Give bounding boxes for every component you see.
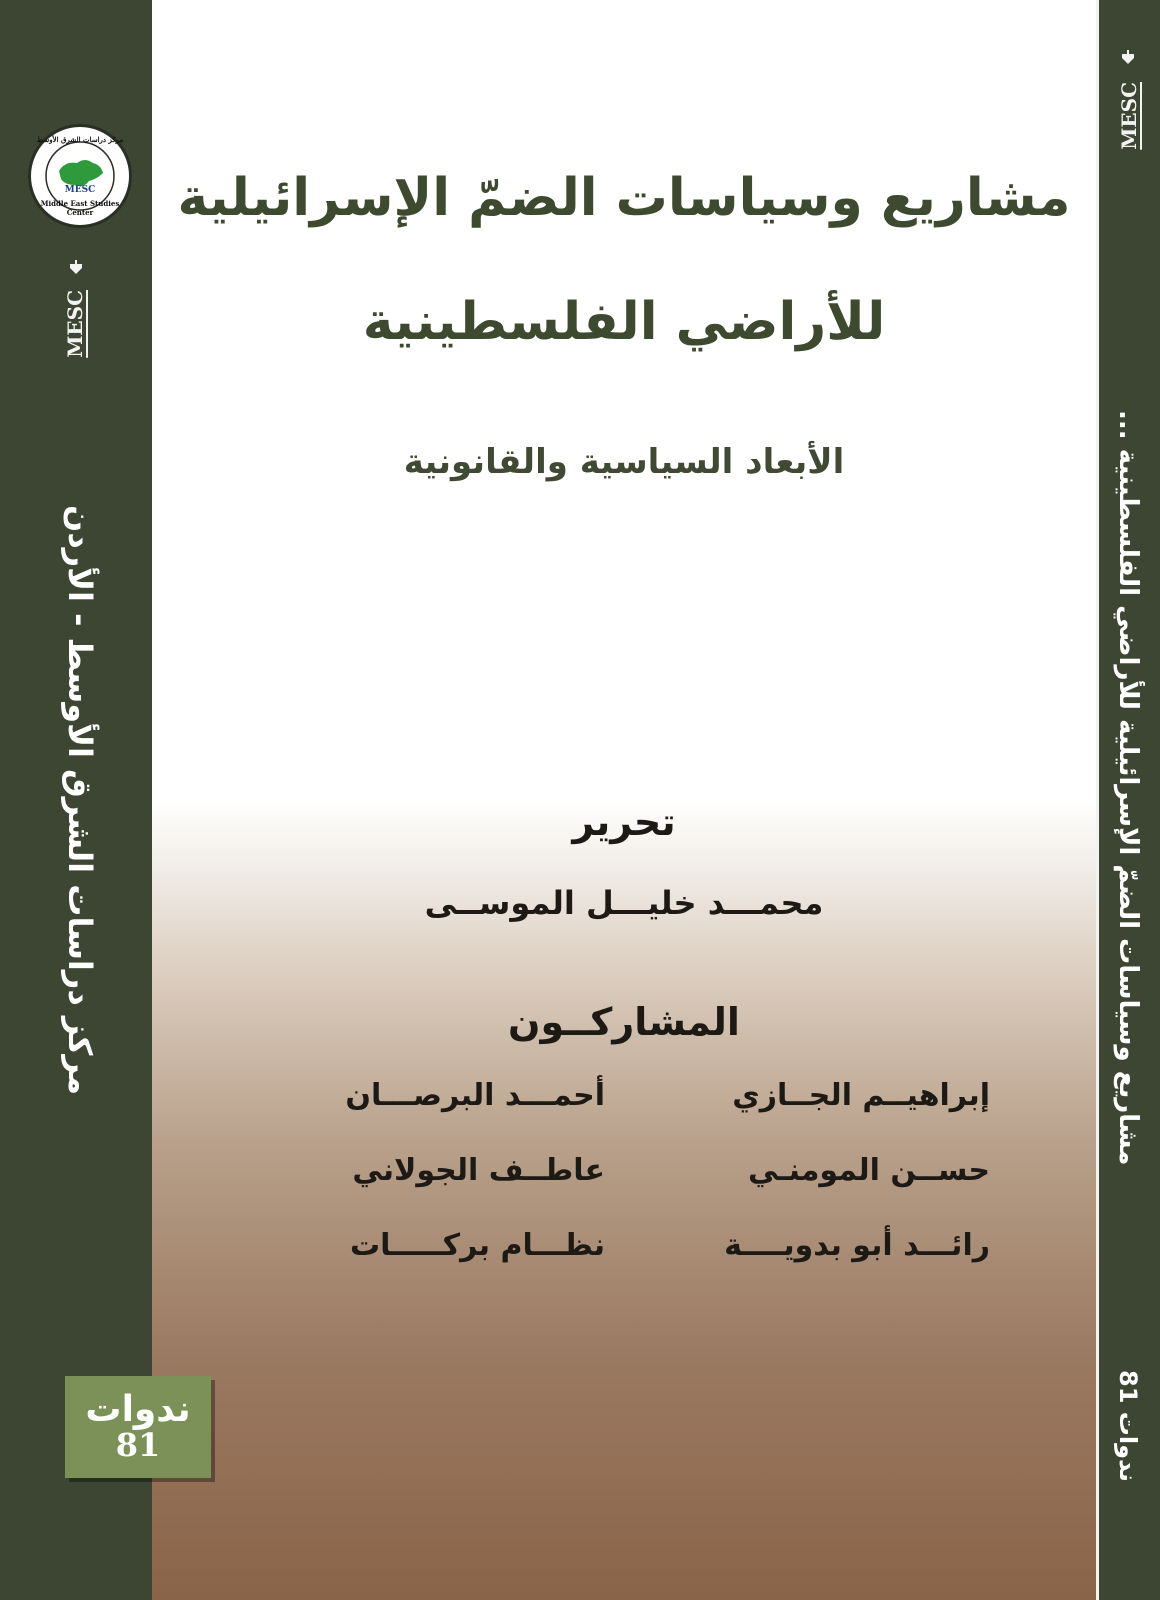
participant-name: حســن المومنـي [748,1153,990,1188]
participants-list [330,1078,990,1263]
pen-icon [1118,48,1138,68]
editor-label: تحرير [572,800,676,844]
participant-name: رائـــد أبو بدويــــة [724,1228,990,1263]
participant-name: نظـــام بركـــــات [350,1228,605,1263]
spine-series [1100,1370,1156,1550]
participant-name: أحمـــد البرصـــان [345,1078,605,1113]
mesc-mark-left: MESC [63,290,87,358]
logo-english-text: Middle East Studies Center [40,199,120,217]
logo-center-text: MESC [64,185,96,195]
book-title-line2: للأراضي الفلسطينية [362,292,886,352]
participants-label: المشاركــون [508,1000,740,1044]
publisher-logo [28,124,132,228]
series-label: ندوات [85,1389,191,1431]
pen-icon [66,258,86,278]
spine-title-text: مشاريع وسياسات الضمّ الإسرائيلية للأراضي الفلسطينية ... [1113,410,1143,1166]
mesc-mark-spine: MESC [1117,82,1141,150]
logo-arabic-text: مركز دراسات الشرق الأوسط [36,135,124,144]
series-badge [65,1376,211,1478]
participant-name: عاطــف الجولاني [352,1153,605,1188]
book-title-line1: مشاريع وسياسات الضمّ الإسرائيلية [177,168,1071,228]
publisher-name-text: مركز دراسات الشرق الأوسط - الأردن [61,504,99,1096]
publisher-name-vertical [40,480,120,1120]
editor-name: محمـــد خليـــل الموســى [424,884,824,922]
spine-series-text: ندوات 81 [1114,1370,1142,1482]
series-number: 81 [115,1426,161,1465]
participant-name: إبراهيــم الجــازي [732,1078,990,1113]
book-subtitle: الأبعاد السياسية والقانونية [403,442,845,482]
spine-title [1100,410,1156,1190]
